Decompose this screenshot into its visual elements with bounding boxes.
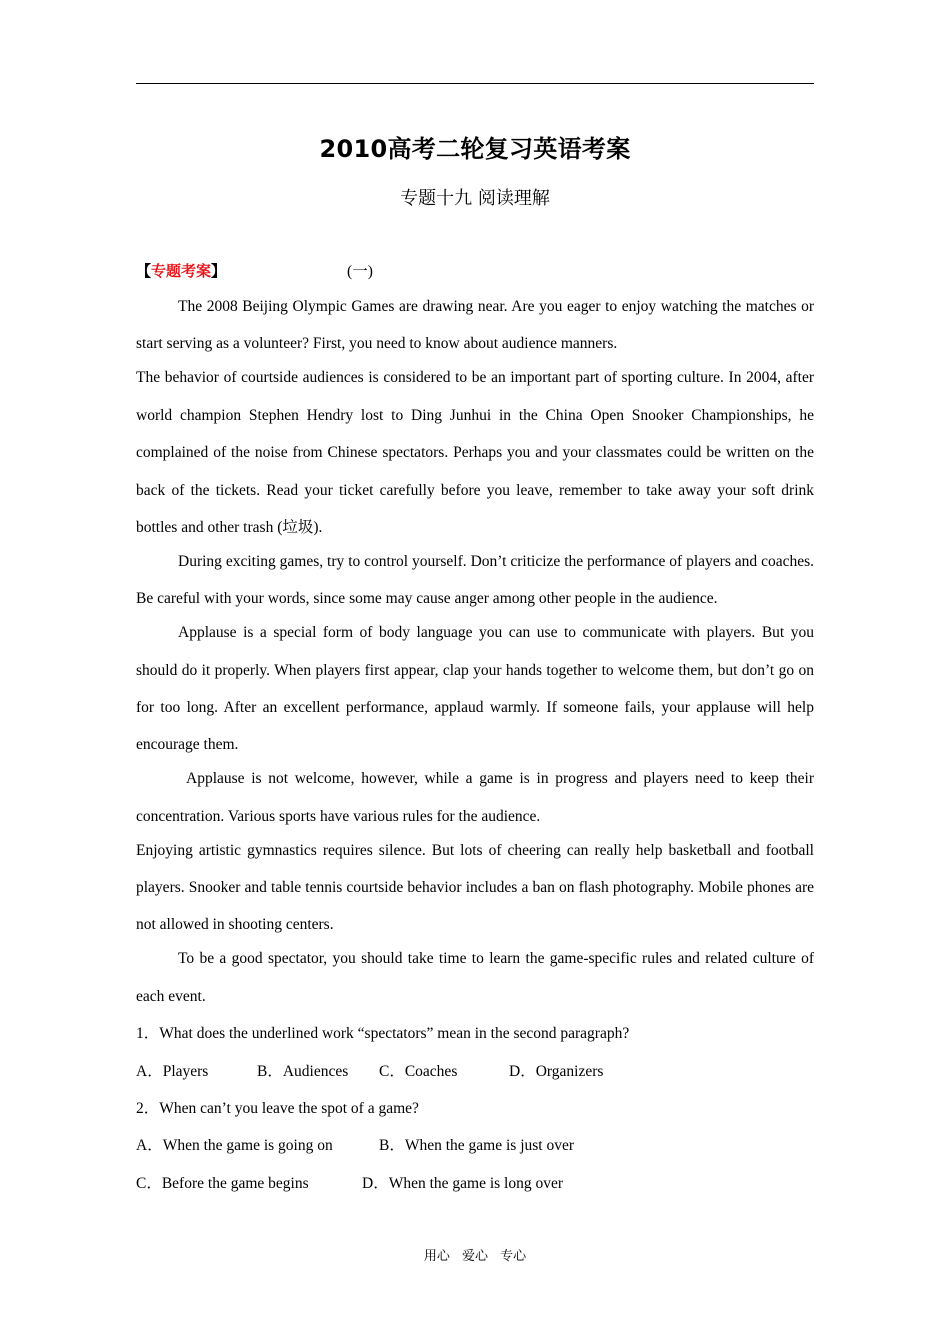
q1-option-c: C．Coaches <box>379 1062 458 1080</box>
section-label: 专题考案 <box>151 261 212 280</box>
q2-option-b: B．When the game is just over <box>379 1137 574 1155</box>
passage-paragraph-3: During exciting games, try to control yourself. Don’t criticize the performance of players and coaches. Be careful with your words, since some may cause anger among other people in the audience. <box>136 552 814 608</box>
q1-option-b: B．Audiences <box>257 1062 349 1080</box>
question-2-options-row-2 <box>136 1165 814 1202</box>
question-2: 2．When can’t you leave the spot of a game? <box>136 1099 419 1117</box>
q2-option-d: D．When the game is long over <box>362 1174 564 1192</box>
passage-paragraph-4: Applause is a special form of body language you can use to communicate with players. But you should do it properly. When players first appear, clap your hands together to welcome them, but don’t go on for too long. After an excellent performance, applaud warmly. If someone fails, your applause will help encourage them. <box>136 624 814 754</box>
section-number: (一) <box>347 263 373 280</box>
question-2-options-row-1 <box>136 1127 814 1164</box>
q2-option-a: A．When the game is going on <box>136 1137 333 1155</box>
passage-paragraph-1: The 2008 Beijing Olympic Games are drawing near. Are you eager to enjoy watching the matches or start serving as a volunteer? First, you need to know about audience manners. <box>136 298 814 353</box>
document-body <box>136 252 814 1202</box>
document-subtitle: 专题十九 阅读理解 <box>400 188 550 209</box>
question-1: 1．What does the underlined work “spectators” mean in the second paragraph? <box>136 1025 630 1043</box>
section-bracket-open: 【 <box>136 261 152 280</box>
page-footer: 用心 爱心 专心 <box>423 1249 527 1264</box>
section-heading <box>136 252 814 288</box>
q1-option-d: D．Organizers <box>509 1062 604 1080</box>
passage-paragraph-6: Enjoying artistic gymnastics requires silence. But lots of cheering can really help basketball and football players. Snooker and table tennis courtside behavior includes a ban on flash photography. Mobile phones are not allowed in shooting centers. <box>136 841 814 934</box>
q2-option-c: C．Before the game begins <box>136 1174 309 1192</box>
section-bracket-close: 】 <box>211 261 227 280</box>
document-title: 2010高考二轮复习英语考案 <box>319 135 631 163</box>
header-rule <box>136 83 814 84</box>
passage-paragraph-5: Applause is not welcome, however, while a game is in progress and players need to keep their concentration. Various sports have various rules for the audience. <box>136 770 814 825</box>
passage-paragraph-2: The behavior of courtside audiences is considered to be an important part of sporting culture. In 2004, after world champion Stephen Hendry lost to Ding Junhui in the China Open Snooker Championships, he complained of the noise from Chinese spectators. Perhaps you and your classmates could be written on the back of the tickets. Read your ticket carefully before you leave, remember to take away your soft drink bottles and other trash (垃圾). <box>136 369 814 536</box>
question-1-options <box>136 1053 814 1090</box>
q1-option-a: A．Players <box>136 1062 209 1080</box>
passage-paragraph-7: To be a good spectator, you should take time to learn the game-specific rules and related culture of each event. <box>136 950 814 1005</box>
